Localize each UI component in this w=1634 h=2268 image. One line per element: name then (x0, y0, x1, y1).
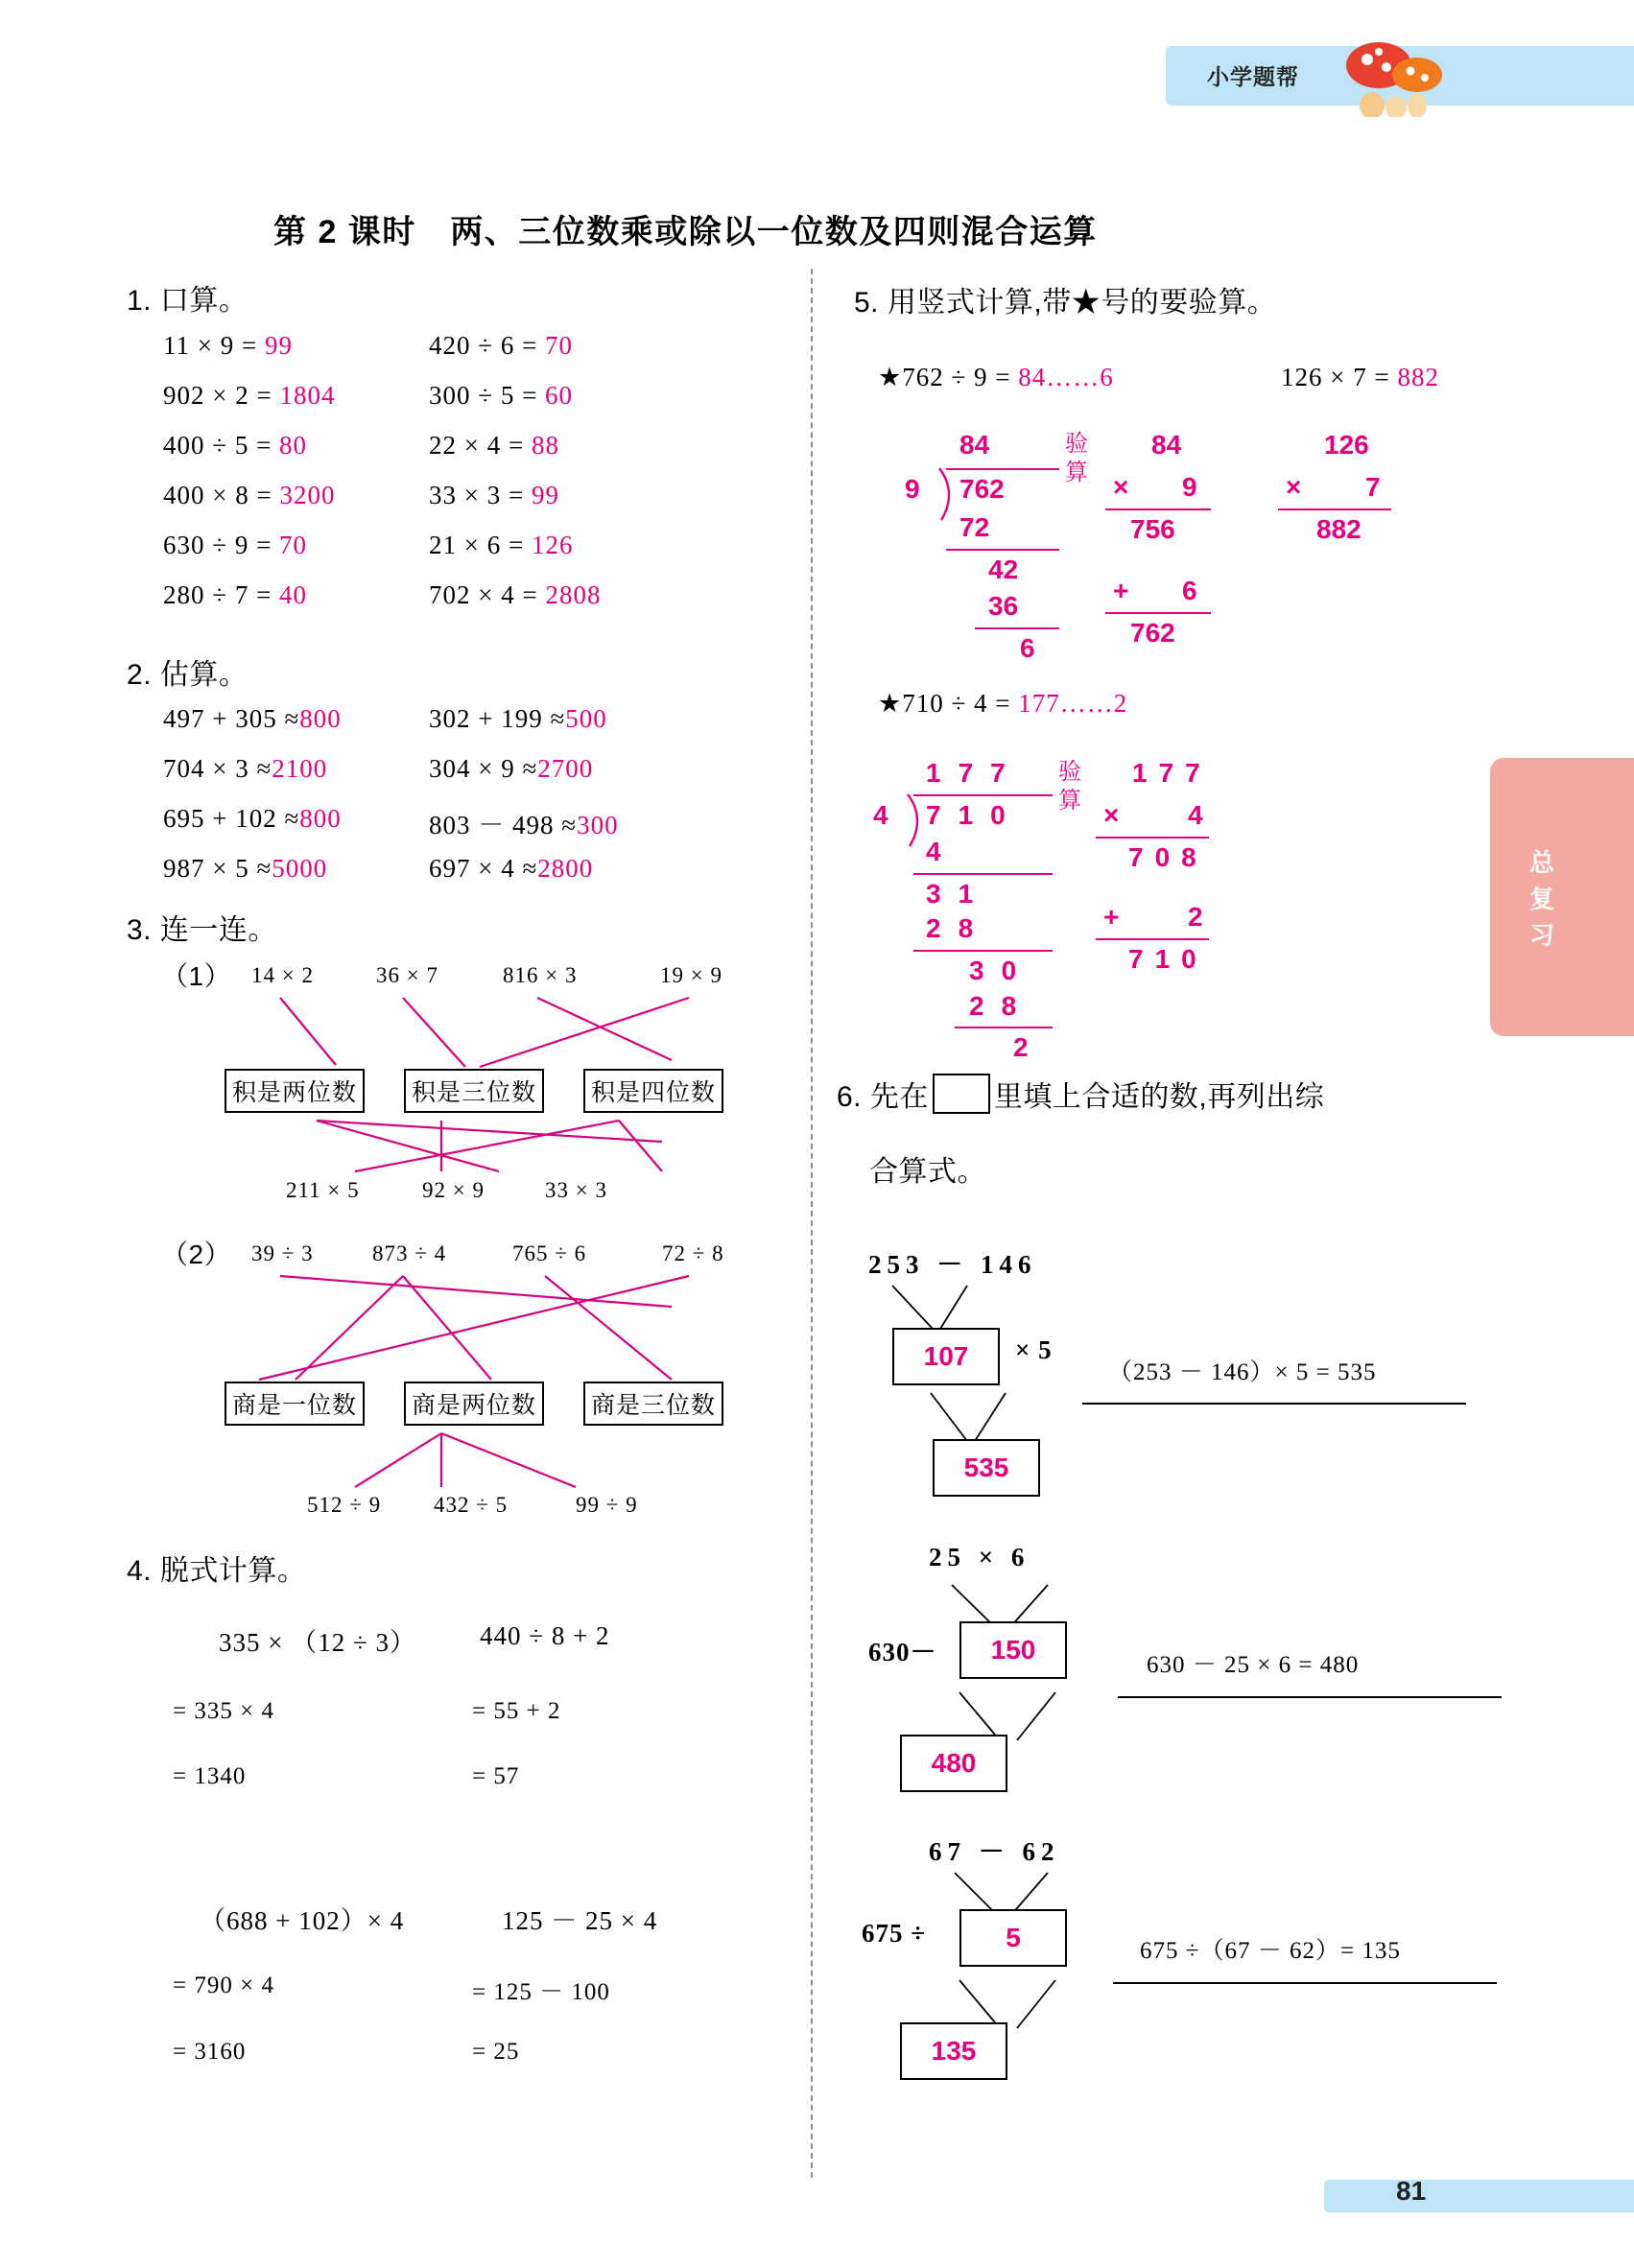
star-icon: ★ (878, 689, 903, 718)
ex5-work3-rem3: 2 (1013, 1032, 1029, 1062)
ex2-row2-left-answer: 800 (299, 804, 342, 833)
mushroom-icon (1329, 31, 1473, 117)
ex3-part2-bottom-1: 432 ÷ 5 (434, 1493, 509, 1517)
ex1-heading: 1. 口算。 (127, 285, 249, 317)
ex3-part1-box-2[interactable]: 积是四位数 (583, 1069, 723, 1113)
ex5-work3-bar2 (913, 873, 1053, 875)
footer-banner (1324, 2180, 1634, 2212)
ex5-work2-op: × (1286, 472, 1302, 502)
ex3-part2-top-1: 873 ÷ 4 (372, 1241, 447, 1265)
ex1-row5-left-answer: 40 (279, 580, 308, 609)
ex4-item0-problem: 335 × （12 ÷ 3） (219, 1628, 417, 1657)
ex5-work1-sub2: 36 (988, 591, 1019, 621)
ex4-item2-step1: = 790 × 4 (173, 1973, 274, 1998)
ex5-work3-quotient: 177 (926, 758, 1023, 788)
ex5-work3-dividend: 710 (926, 800, 1023, 830)
ex5-work1check-total: 762 (1130, 618, 1175, 648)
ex5-work1-rem2: 6 (1020, 633, 1035, 663)
ex5-work2-b: 7 (1365, 472, 1381, 502)
ex4-item2-problem: （688 + 102）× 4 (200, 1906, 405, 1935)
ex5-work3-rem1: 31 (926, 879, 991, 909)
ex3-part2-top-0: 39 ÷ 3 (251, 1241, 314, 1265)
ex1-row2-right-answer: 88 (531, 431, 559, 460)
ex3-heading: 3. 连一连。 (127, 914, 277, 946)
ex6-item1-answer: 630 － 25 × 6 = 480 (1147, 1652, 1360, 1678)
ex5-work1-dividend: 762 (959, 474, 1005, 504)
ex5-work1check-b: 9 (1182, 472, 1197, 502)
ex6-item2-top-expr: 67 － 62 (929, 1837, 1060, 1866)
ex1-row4-right-answer: 126 (531, 531, 574, 559)
ex1-row1-right: 300 ÷ 5 = 60 (429, 381, 574, 410)
ex1-row0-left: 11 × 9 = 99 (163, 331, 293, 360)
ex6-item0-answer: （253 － 146）× 5 = 535 (1108, 1359, 1377, 1385)
ex2-row2-right-answer: 300 (577, 811, 619, 839)
ex5-work1check-product: 756 (1130, 514, 1175, 544)
ex4-item2-step2: = 3160 (173, 2039, 247, 2065)
ex6-item2-answer: 675 ÷（67 － 62）= 135 (1140, 1938, 1401, 1964)
ex6-item0-mid-box[interactable]: 107 (892, 1328, 1000, 1385)
ex2-row0-left-answer: 800 (299, 704, 342, 733)
ex5-q1-answer: 84 (1018, 363, 1047, 391)
ex5-work3-sub2: 28 (926, 913, 991, 943)
ex6-item1-side-expr: 630－ (868, 1638, 937, 1666)
ex3-part2-bottom-2: 99 ÷ 9 (576, 1493, 638, 1517)
ex3-part1-box-1[interactable]: 积是三位数 (404, 1069, 544, 1113)
ex2-row1-right: 304 × 9 ≈2700 (429, 754, 594, 783)
ex5-q2-answer: 882 (1397, 363, 1439, 391)
ex3-part1-bottom-0: 211 × 5 (286, 1178, 360, 1202)
ex2-row3-right: 697 × 4 ≈2800 (429, 854, 594, 883)
ex2-row3-left-answer: 5000 (272, 854, 328, 883)
ex5-q1-remainder: 6 (1100, 363, 1114, 391)
ex5-work3check-b: 4 (1188, 800, 1203, 830)
ex5-work1-bar3 (975, 627, 1059, 629)
ex5-work3check-bar1 (1096, 837, 1209, 839)
ex1-row1-right-answer: 60 (545, 381, 574, 410)
ex5-work1check-addend: 6 (1182, 576, 1197, 605)
ex1-row5-right-answer: 2808 (545, 580, 602, 609)
ex5-q1: ★762 ÷ 9 = 84……6 (878, 363, 1114, 391)
ex2-row2-right: 803 － 498 ≈300 (429, 811, 619, 839)
ex2-row3-left: 987 × 5 ≈5000 (163, 854, 328, 883)
section-tab-label: 总复习 (1528, 848, 1556, 950)
ex5-work3check-op: × (1103, 800, 1120, 830)
ex6-item1-bottom-box[interactable]: 480 (900, 1735, 1007, 1792)
ex1-row4-left-answer: 70 (279, 531, 308, 559)
ex3-part2-box-1[interactable]: 商是两位数 (404, 1382, 544, 1426)
ex5-work1-sub1: 72 (959, 512, 990, 542)
ex6-item0-top-expr: 253 － 146 (868, 1250, 1037, 1279)
ex3-part2-lower-links (0, 0, 825, 1535)
ex6-item0-bottom-box[interactable]: 535 (933, 1439, 1040, 1497)
ex6-item2-answer-rule (1113, 1982, 1497, 1984)
ex1-row5-left: 280 ÷ 7 = 40 (163, 580, 308, 609)
ex1-row2-right: 22 × 4 = 88 (429, 431, 559, 460)
ex3-part2-top-2: 765 ÷ 6 (512, 1241, 587, 1265)
ex5-work1check-bar2 (1105, 612, 1211, 614)
ex5-work3-bar (913, 794, 1053, 796)
ex5-work3check-plus: + (1103, 902, 1120, 932)
page-title: 第 2 课时 两、三位数乘或除以一位数及四则混合运算 (273, 214, 1098, 250)
ex6-heading-line2: 合算式。 (869, 1156, 986, 1188)
ex5-work1-quotient: 84 (959, 430, 990, 460)
ex3-part1-top-2: 816 × 3 (503, 963, 578, 987)
ex5-work1check-plus: + (1113, 576, 1129, 605)
ex5-work3-bar3 (913, 950, 1053, 952)
ex3-part1-top-1: 36 × 7 (376, 963, 438, 987)
ex5-work3check-total: 710 (1128, 944, 1208, 974)
ex3-part2-box-0[interactable]: 商是一位数 (225, 1382, 365, 1426)
ex6-item1-mid-box[interactable]: 150 (959, 1621, 1067, 1679)
ex2-row0-right-answer: 500 (565, 704, 607, 733)
ex2-row1-right-answer: 2700 (537, 754, 594, 783)
ex5-work2-product: 882 (1316, 514, 1362, 544)
section-tab (1490, 758, 1634, 1036)
ex6-item2-bottom-box[interactable]: 135 (900, 2022, 1007, 2080)
ex4-item3-problem: 125 － 25 × 4 (502, 1906, 658, 1935)
ex5-work1-rem1: 42 (988, 555, 1019, 584)
ex2-row3-right-answer: 2800 (537, 854, 594, 883)
ex5-work1check-bar1 (1105, 508, 1211, 510)
ex1-row4-right: 21 × 6 = 126 (429, 531, 574, 559)
ex5-work2-a: 126 (1324, 430, 1369, 460)
ex4-item1-step1: = 55 + 2 (472, 1698, 561, 1724)
ex4-item1-problem: 440 ÷ 8 + 2 (480, 1621, 610, 1650)
ex5-work1-divisor: 9 (905, 474, 920, 504)
ex3-part1-bottom-2: 33 × 3 (545, 1178, 607, 1202)
ex5-q3-remainder: 2 (1113, 689, 1128, 718)
ex6-item1-answer-rule (1118, 1696, 1502, 1698)
ex2-row0-left: 497 + 305 ≈800 (163, 704, 342, 733)
ex4-item3-step1: = 125 － 100 (472, 1979, 610, 2005)
ex3-part1-label: （1） (161, 961, 232, 991)
ex3-part1-top-3: 19 × 9 (660, 963, 722, 987)
ex3-part1-top-0: 14 × 2 (251, 963, 314, 987)
ex1-row3-right-answer: 99 (531, 481, 559, 509)
ex6-item0-mid-suffix: × 5 (1015, 1335, 1053, 1364)
ex2-row1-left-answer: 2100 (272, 754, 328, 783)
ex4-item1-step2: = 57 (472, 1763, 520, 1789)
brand-title: 小学题帮 (1207, 64, 1299, 89)
ex4-item0-step2: = 1340 (173, 1763, 247, 1789)
ex3-part1-bottom-1: 92 × 9 (422, 1178, 485, 1202)
ex5-work3check-product: 708 (1128, 842, 1208, 872)
ex6-heading-line1: 6. 先在 里填上合适的数,再列出综 (837, 1073, 1324, 1115)
ex2-heading: 2. 估算。 (127, 659, 249, 691)
ex2-row0-right: 302 + 199 ≈500 (429, 704, 607, 733)
ex5-work3-sub1: 4 (926, 837, 941, 866)
ex6-item1-top-expr: 25 × 6 (929, 1543, 1030, 1571)
ex2-row2-left: 695 + 102 ≈800 (163, 804, 342, 833)
ex3-part2-box-2[interactable]: 商是三位数 (583, 1382, 723, 1426)
ex1-row1-left-answer: 1804 (279, 381, 336, 410)
ex3-part2-top-3: 72 ÷ 8 (662, 1241, 724, 1265)
ex1-row0-left-answer: 99 (264, 331, 293, 360)
page-number: 81 (1396, 2176, 1427, 2206)
ex1-row3-left: 400 × 8 = 3200 (163, 481, 336, 509)
ex1-row1-left: 902 × 2 = 1804 (163, 381, 336, 410)
ex2-row1-left: 704 × 3 ≈2100 (163, 754, 328, 783)
ex5-work3-check-label: 验算 (1058, 759, 1081, 814)
ex5-q3-answer: 177 (1018, 689, 1060, 718)
ex1-row0-right: 420 ÷ 6 = 70 (429, 331, 574, 360)
ex4-heading: 4. 脱式计算。 (127, 1555, 307, 1587)
ex1-row0-right-answer: 70 (545, 331, 574, 360)
ex5-work3-sub3: 28 (969, 991, 1034, 1021)
ex5-work3-bar4 (955, 1027, 1053, 1028)
ex4-item0-step1: = 335 × 4 (173, 1698, 274, 1724)
ex5-work1check-a: 84 (1151, 430, 1182, 460)
ex6-item2-side-expr: 675 ÷ (862, 1919, 927, 1948)
ex6-blank-box[interactable] (933, 1074, 990, 1114)
ex5-work3-divisor: 4 (873, 800, 888, 830)
ex5-heading: 5. 用竖式计算,带★号的要验算。 (854, 287, 1277, 319)
ex6-item2-mid-box[interactable]: 5 (959, 1909, 1067, 1967)
ex5-work3check-addend: 2 (1188, 902, 1203, 932)
ex3-part2-label: （2） (161, 1240, 232, 1269)
ex5-work1check-op: × (1113, 472, 1129, 502)
ex1-row3-left-answer: 3200 (279, 481, 336, 509)
ex5-work1-check-label: 验算 (1065, 431, 1088, 485)
ex6-item0-answer-rule (1082, 1403, 1466, 1405)
ex5-q3: ★710 ÷ 4 = 177……2 (878, 689, 1128, 718)
ex3-part1-box-0[interactable]: 积是两位数 (225, 1069, 365, 1113)
ex1-row4-left: 630 ÷ 9 = 70 (163, 531, 308, 559)
ex5-work3check-bar2 (1096, 938, 1209, 940)
star-icon: ★ (878, 363, 903, 391)
ex1-row2-left-answer: 80 (279, 431, 308, 460)
ex1-row2-left: 400 ÷ 5 = 80 (163, 431, 308, 460)
ex5-work2-bar (1278, 508, 1391, 510)
ex1-row5-right: 702 × 4 = 2808 (429, 580, 602, 609)
ex5-q2: 126 × 7 = 882 (1281, 363, 1439, 391)
ex5-work3check-a: 177 (1132, 758, 1212, 788)
ex3-part2-bottom-0: 512 ÷ 9 (307, 1493, 382, 1517)
ex5-work3-rem2: 30 (969, 956, 1034, 985)
ex5-work1-bar2 (946, 549, 1059, 551)
ex4-item3-step2: = 25 (472, 2039, 520, 2065)
ex1-row3-right: 33 × 3 = 99 (429, 481, 559, 509)
